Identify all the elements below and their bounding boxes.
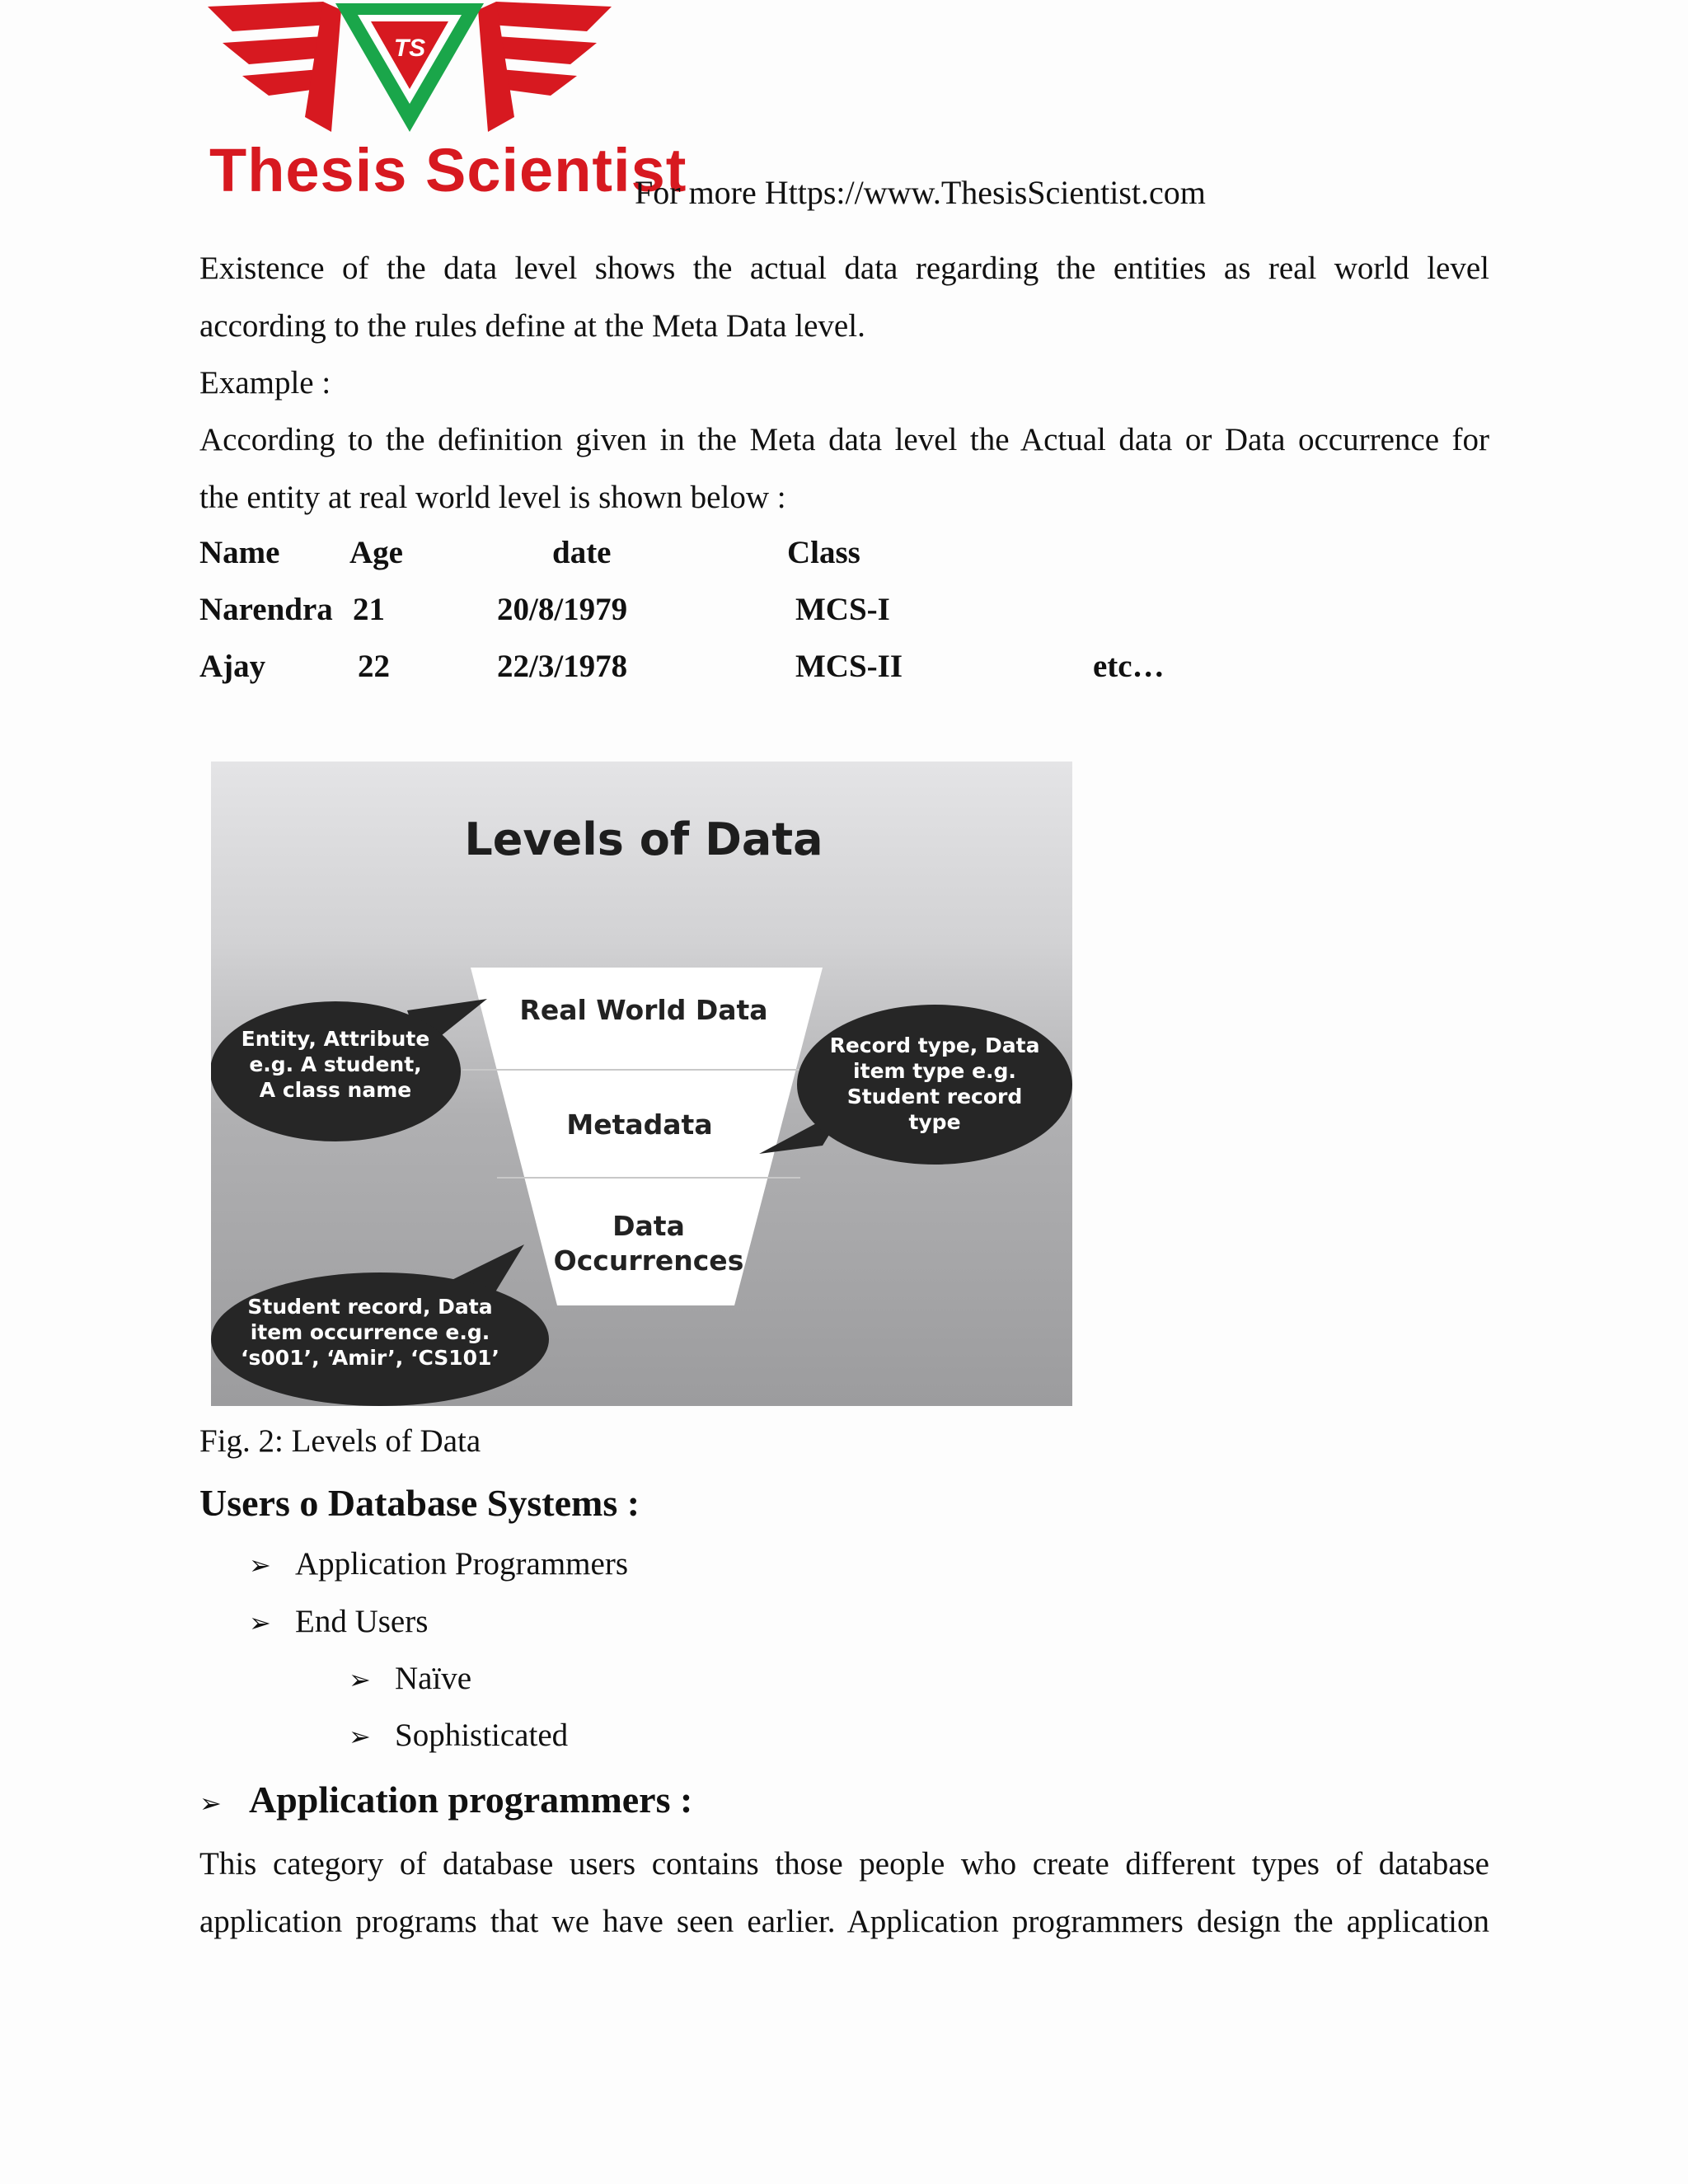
header-cell: date: [552, 535, 612, 570]
figure-caption: Fig. 2: Levels of Data: [199, 1423, 481, 1459]
list-item: ➢ End Users: [249, 1604, 429, 1639]
header-cell: Age: [349, 535, 403, 570]
table-cell: 20/8/1979: [497, 592, 628, 627]
paragraph-line: application programs that we have seen earlier. Application programmers design the application: [199, 1904, 1489, 1939]
logo-monogram: TS: [393, 35, 426, 62]
arrow-bullet-icon: ➢: [349, 1664, 371, 1695]
triangle-emblem-icon: [335, 3, 484, 132]
list-item: ➢ Sophisticated: [349, 1718, 569, 1753]
layer-real-world-data: Real World Data: [519, 994, 768, 1026]
list-item: ➢ Application Programmers: [249, 1546, 628, 1582]
right-wing-icon: [478, 2, 612, 132]
arrow-bullet-icon: ➢: [249, 1549, 271, 1581]
website-link[interactable]: For more Https://www.ThesisScientist.com: [635, 174, 1206, 211]
table-cell: 22/3/1978: [497, 649, 628, 684]
svg-text:Student record: Student record: [846, 1085, 1023, 1108]
svg-text:A class name: A class name: [259, 1078, 412, 1102]
svg-text:type: type: [908, 1110, 961, 1134]
arrow-bullet-icon: ➢: [249, 1607, 271, 1638]
paragraph-line: Existence of the data level shows the actual data regarding the entities as real world level: [199, 251, 1489, 286]
brand-name: Thesis Scientist: [209, 136, 687, 204]
example-label: Example :: [199, 365, 331, 401]
table-etc: etc…: [1093, 649, 1165, 684]
svg-text:e.g. A student,: e.g. A student,: [249, 1052, 422, 1076]
levels-of-data-figure: [211, 762, 1072, 1406]
layer-data-occurrences: Data: [612, 1210, 685, 1242]
paragraph-line: according to the rules define at the Meta Data level.: [199, 308, 865, 344]
header-cell: Name: [199, 535, 280, 570]
table-cell: MCS-I: [795, 592, 890, 627]
table-cell: 22: [358, 649, 390, 684]
svg-text:‘s001’, ‘Amir’, ‘CS101’: ‘s001’, ‘Amir’, ‘CS101’: [241, 1346, 499, 1370]
arrow-bullet-icon: ➢: [349, 1721, 371, 1752]
application-programmers-heading: ➢ Application programmers :: [199, 1779, 693, 1821]
header-cell: Class: [787, 535, 860, 570]
svg-text:Entity, Attribute: Entity, Attribute: [241, 1027, 430, 1051]
layer-data-occurrences: Occurrences: [553, 1244, 744, 1277]
svg-text:Record type, Data: Record type, Data: [829, 1033, 1040, 1057]
figure-title: Levels of Data: [464, 813, 823, 865]
table-cell: MCS-II: [795, 649, 903, 684]
svg-text:item occurrence e.g.: item occurrence e.g.: [250, 1320, 490, 1344]
paragraph-line: the entity at real world level is shown below :: [199, 480, 786, 515]
svg-text:Student record, Data: Student record, Data: [247, 1295, 493, 1319]
table-cell: 21: [353, 592, 385, 627]
table-cell: Ajay: [199, 649, 266, 684]
paragraph-line: This category of database users contains those people who create different types of database: [199, 1846, 1489, 1882]
svg-text:item type e.g.: item type e.g.: [853, 1059, 1016, 1083]
list-item: ➢ Naïve: [349, 1661, 472, 1696]
paragraph-line: According to the definition given in the Meta data level the Actual data or Data occurrence for: [199, 422, 1489, 457]
table-cell: Narendra: [199, 592, 333, 627]
users-heading: Users o Database Systems :: [199, 1482, 640, 1524]
layer-metadata: Metadata: [566, 1108, 713, 1141]
arrow-bullet-icon: ➢: [199, 1788, 222, 1819]
left-wing-icon: [208, 2, 341, 132]
